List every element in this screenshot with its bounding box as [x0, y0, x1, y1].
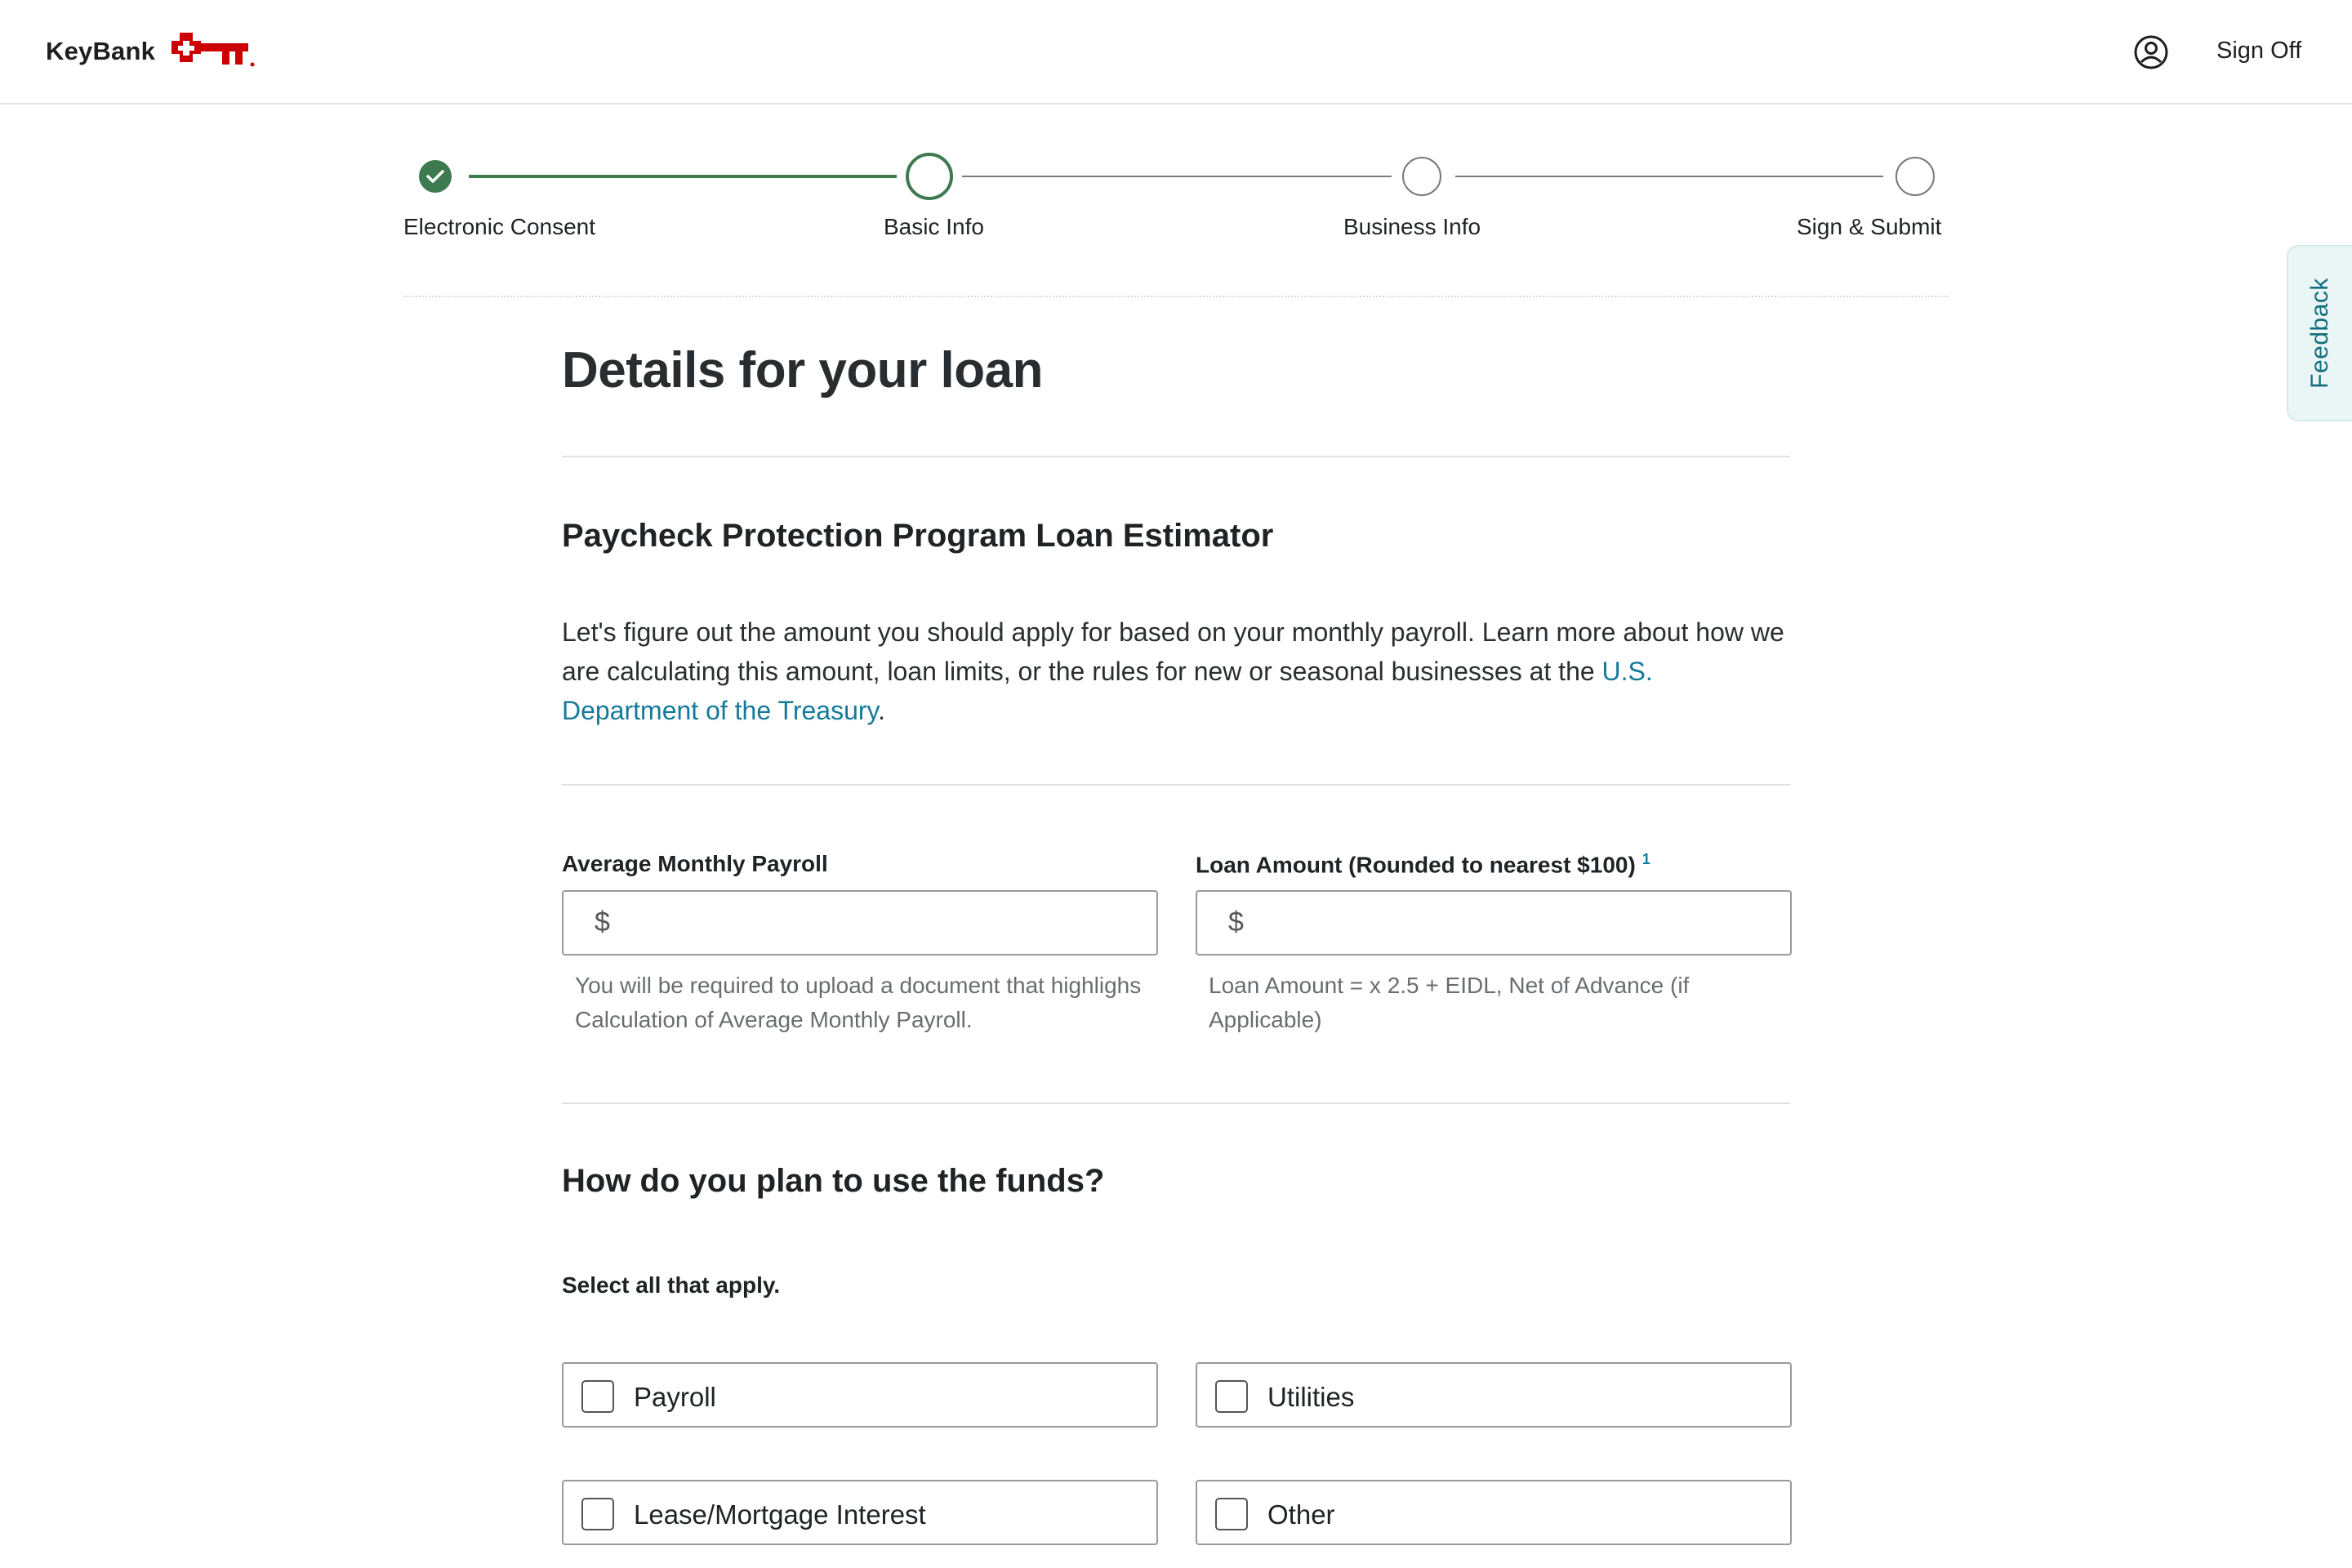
checkbox-square-icon[interactable] — [1215, 1380, 1248, 1413]
checkbox-square-icon[interactable] — [581, 1498, 614, 1530]
loan-amount-input-wrapper[interactable] — [1196, 890, 1792, 956]
loan-amount-label-text: Loan Amount (Rounded to nearest $100) — [1196, 852, 1636, 878]
loan-amount-input[interactable] — [1263, 900, 1769, 946]
divider — [562, 456, 1790, 457]
sign-off-link[interactable]: Sign Off — [2216, 38, 2302, 64]
stepper-divider — [403, 296, 1949, 297]
intro-end: . — [878, 696, 886, 725]
checkbox-label: Lease/Mortgage Interest — [634, 1499, 926, 1530]
payroll-help-text: You will be required to upload a document that highlighs Calculation of Average Monthly Payroll. — [575, 973, 1142, 1032]
step-connector-1 — [469, 175, 897, 178]
checkbox-other[interactable] — [1196, 1480, 1792, 1545]
payroll-input[interactable] — [629, 900, 1135, 946]
checkbox-label: Utilities — [1267, 1382, 1355, 1412]
page-title: Details for your loan — [562, 342, 1043, 399]
checkbox-payroll[interactable] — [562, 1362, 1158, 1428]
step-current-circle — [905, 152, 954, 201]
step-connector-2 — [962, 176, 1392, 177]
payroll-label — [562, 851, 828, 877]
feedback-label: Feedback — [2306, 278, 2333, 389]
loan-amount-label — [1196, 851, 1650, 878]
checkbox-square-icon[interactable] — [581, 1380, 614, 1413]
divider — [562, 784, 1790, 786]
dollar-prefix: $ — [1228, 906, 1244, 938]
step-label-electronic-consent: Electronic Consent — [403, 214, 596, 239]
divider — [562, 1102, 1790, 1104]
brand-name: KeyBank — [46, 37, 156, 65]
payroll-input-wrapper[interactable] — [562, 890, 1158, 956]
checkbox-utilities[interactable] — [1196, 1362, 1792, 1428]
step-connector-3 — [1455, 176, 1883, 177]
step-label-business-info: Business Info — [1343, 214, 1481, 239]
checkbox-lease-mortgage-interest[interactable] — [562, 1480, 1158, 1545]
select-all-note: Select all that apply. — [562, 1272, 781, 1298]
step-label-sign-submit: Sign & Submit — [1797, 214, 1942, 239]
estimator-intro — [562, 612, 1790, 730]
checkbox-label: Payroll — [634, 1382, 716, 1412]
dollar-prefix: $ — [595, 906, 610, 938]
step-label-basic-info: Basic Info — [884, 214, 984, 239]
step-upcoming-circle — [1895, 156, 1936, 197]
step-upcoming-circle — [1401, 156, 1442, 197]
loan-amount-help-text: Loan Amount = x 2.5 + EIDL, Net of Advance (if Applicable) — [1209, 973, 1690, 1032]
funds-title: How do you plan to use the funds? — [562, 1163, 1105, 1199]
payroll-label-text: Average Monthly Payroll — [562, 851, 828, 876]
checkbox-square-icon[interactable] — [1215, 1498, 1248, 1530]
footnote-marker[interactable]: 1 — [1642, 851, 1650, 867]
step-complete-check-icon — [418, 159, 452, 194]
checkbox-label: Other — [1267, 1499, 1335, 1530]
intro-text: Let's figure out the amount you should apply for based on your monthly payroll. Learn more about how we are calculating this amount, loan limits, or the rules for new or seasonal businesses at the — [562, 617, 1784, 686]
progress-stepper — [0, 0, 2352, 302]
treasury-link[interactable]: U.S. Department of the Treasury — [562, 657, 1653, 725]
estimator-title: Paycheck Protection Program Loan Estimator — [562, 518, 1274, 554]
